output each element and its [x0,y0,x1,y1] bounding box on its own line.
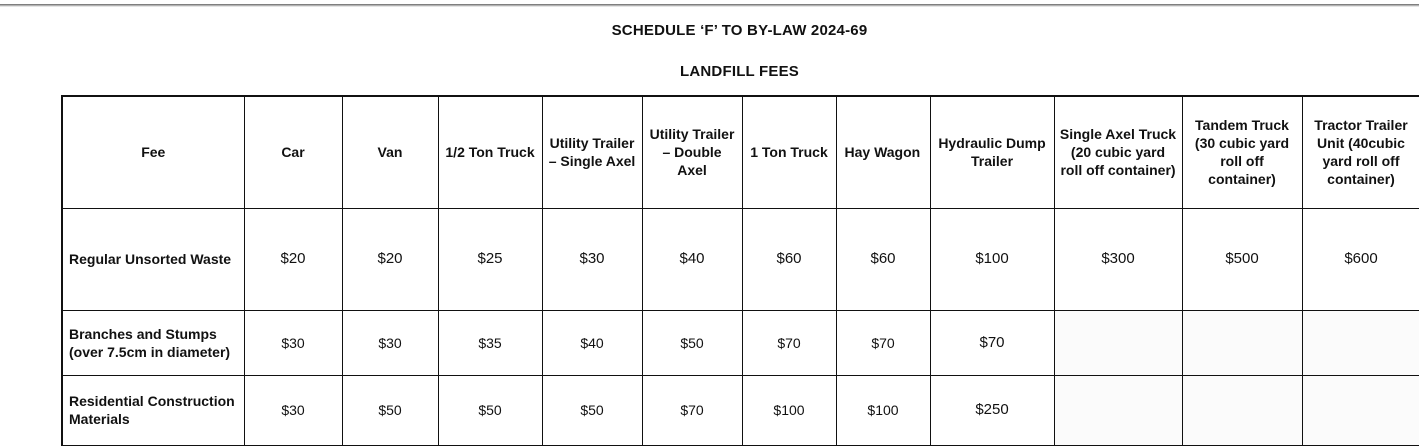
fee-cell: $70 [930,310,1054,375]
column-header-utility-trailer-single: Utility Trailer – Single Axel [542,96,642,208]
document-subtitle: LANDFILL FEES [680,63,799,80]
empty-cell [1054,375,1182,445]
fee-cell: $300 [1054,208,1182,310]
fee-cell: $35 [438,310,542,375]
fee-cell: $50 [438,375,542,445]
document-title: SCHEDULE ‘F’ TO BY-LAW 2024-69 [611,22,868,39]
table-row-regular-unsorted-waste [62,208,1419,310]
fee-cell: $600 [1302,208,1419,310]
column-header-half-ton-truck: 1/2 Ton Truck [438,96,542,208]
table-header-row [62,96,1419,208]
fee-cell: $30 [342,310,438,375]
landfill-fees-table [61,95,1419,446]
fee-cell: $20 [342,208,438,310]
fee-cell: $30 [542,208,642,310]
column-header-tractor-trailer-unit: Tractor Trailer Unit (40cubic yard roll off container) [1302,96,1419,208]
fee-cell: $100 [836,375,930,445]
empty-cell [1182,310,1302,375]
fee-cell: $20 [244,208,342,310]
column-header-hay-wagon: Hay Wagon [836,96,930,208]
table-row-residential-construction-materials [62,375,1419,445]
column-header-hydraulic-dump-trailer: Hydraulic Dump Trailer [930,96,1054,208]
column-header-utility-trailer-double: Utility Trailer – Double Axel [642,96,742,208]
fee-cell: $30 [244,310,342,375]
fee-cell: $30 [244,375,342,445]
fee-cell: $40 [542,310,642,375]
row-label: Residential Construction Materials [62,375,244,445]
column-header-single-axel-truck: Single Axel Truck (20 cubic yard roll off container) [1054,96,1182,208]
scan-edge-line [0,4,1419,7]
fee-cell: $25 [438,208,542,310]
fee-cell: $50 [542,375,642,445]
column-header-fee: Fee [62,96,244,208]
column-header-tandem-truck: Tandem Truck (30 cubic yard roll off container) [1182,96,1302,208]
fee-cell: $40 [642,208,742,310]
row-label: Regular Unsorted Waste [62,208,244,310]
fee-cell: $60 [836,208,930,310]
fee-cell: $60 [742,208,836,310]
empty-cell [1182,375,1302,445]
fee-cell: $50 [642,310,742,375]
fee-cell: $250 [930,375,1054,445]
fee-cell: $100 [930,208,1054,310]
empty-cell [1054,310,1182,375]
fee-cell: $500 [1182,208,1302,310]
empty-cell [1302,375,1419,445]
empty-cell [1302,310,1419,375]
fee-cell: $70 [642,375,742,445]
fee-cell: $70 [836,310,930,375]
column-header-van: Van [342,96,438,208]
fee-cell: $50 [342,375,438,445]
table-row-branches-and-stumps [62,310,1419,375]
column-header-car: Car [244,96,342,208]
fee-cell: $70 [742,310,836,375]
fee-cell: $100 [742,375,836,445]
column-header-one-ton-truck: 1 Ton Truck [742,96,836,208]
row-label: Branches and Stumps (over 7.5cm in diameter) [62,310,244,375]
